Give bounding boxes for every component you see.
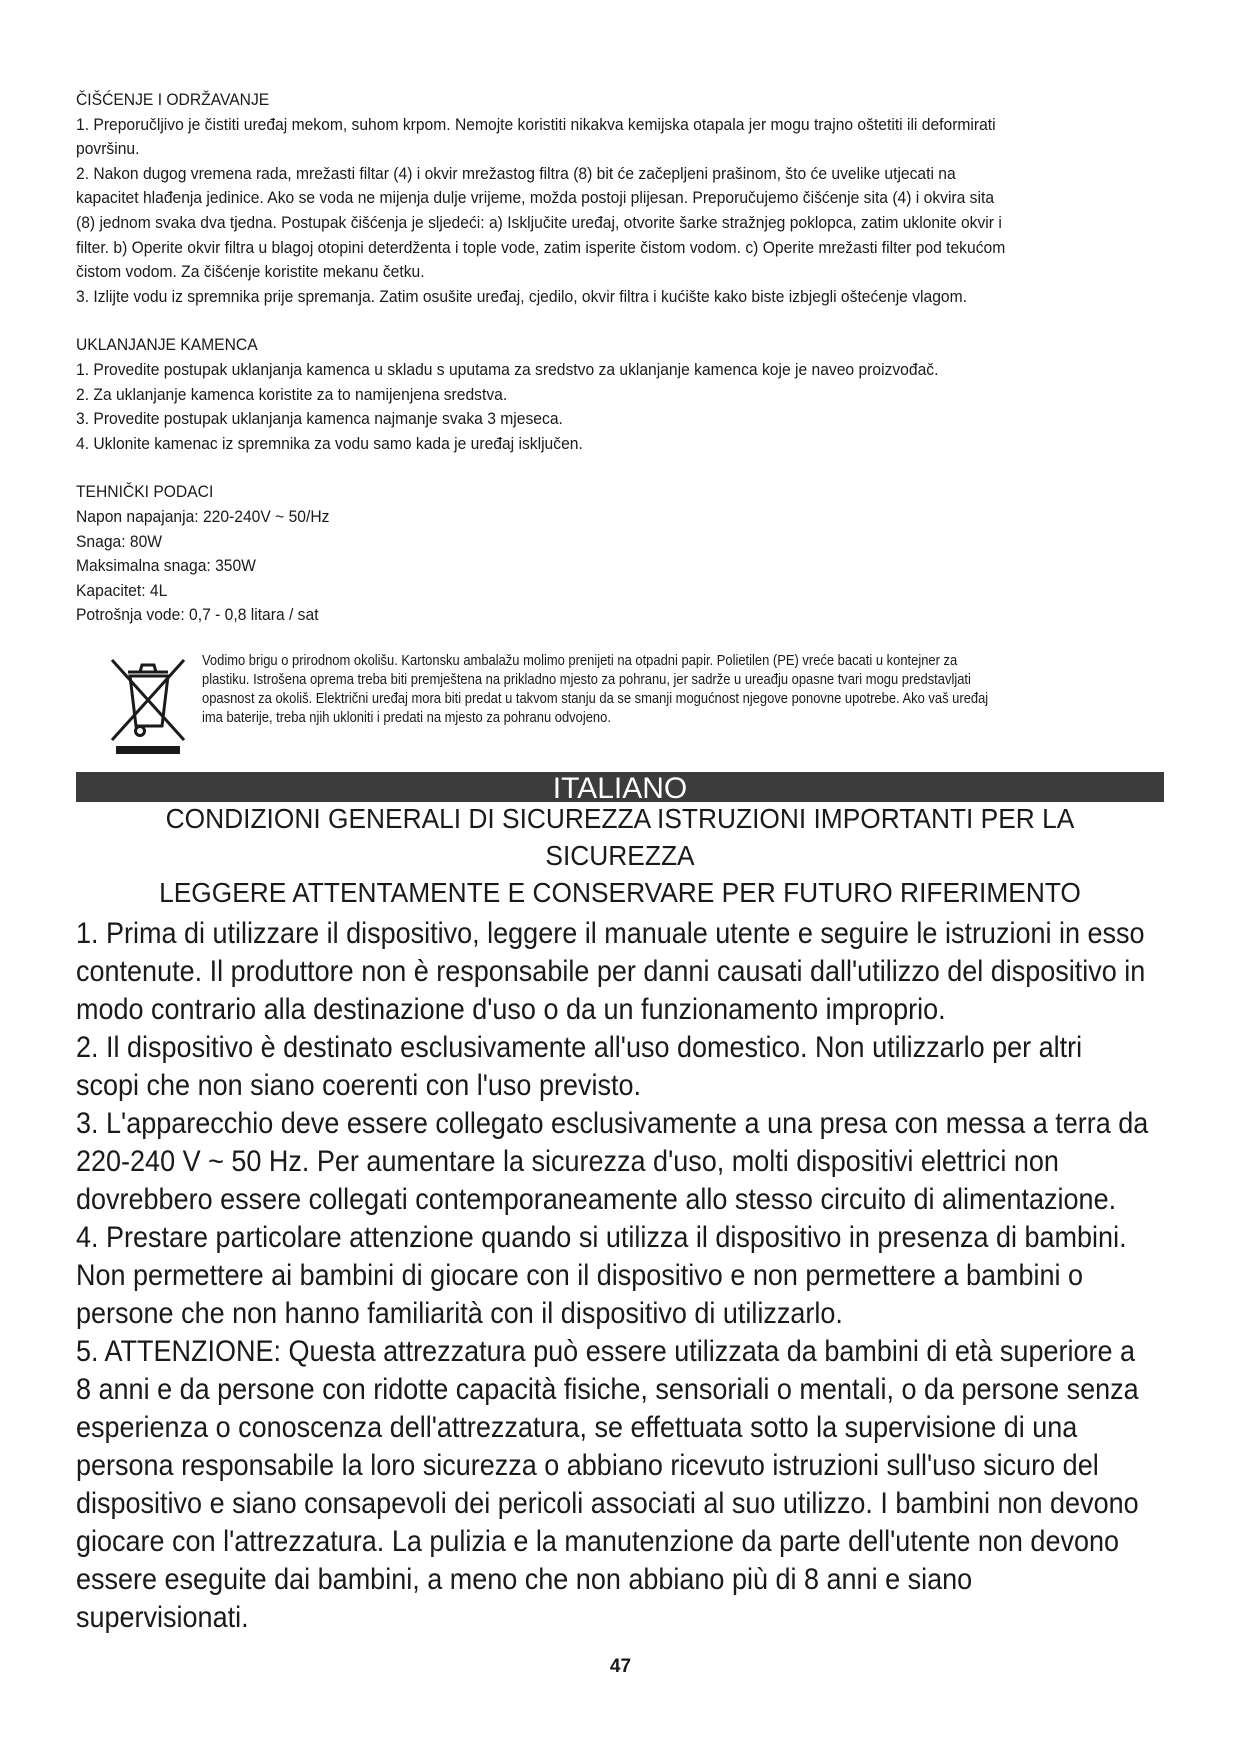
- cleaning-line: 2. Nakon dugog vremena rada, mrežasti filtar (4) i okvir mrežastog filtra (8) bit će začepljeni prašinom, što će uvelike utjecati na: [76, 163, 956, 183]
- heading-line: SICUREZZA: [545, 840, 695, 871]
- weee-line: ima baterije, treba njih ukloniti i predati na mjesto za pohranu odvojeno.: [202, 710, 611, 726]
- body-line: persone che non hanno familiarità con il dispositivo di utilizzarlo.: [76, 1297, 843, 1330]
- page-number: 47: [609, 1656, 632, 1677]
- weee-line: Vodimo brigu o prirodnom okolišu. Kartonsku ambalažu molimo prenijeti na otpadni papir. Polietilen (PE) vreće bacati u kontejner za: [202, 653, 958, 669]
- body-line: 220-240 V ~ 50 Hz. Per aumentare la sicurezza d'uso, molti dispositivi elettrici non: [76, 1145, 1059, 1178]
- body-line: dispositivo e siano consapevoli dei pericoli associati al suo utilizzo. I bambini non devono: [76, 1487, 1139, 1520]
- safety-body: [76, 915, 1165, 1637]
- cleaning-line: (8) jednom svaka dva tjedna. Postupak čišćenja je sljedeći: a) Isključite uređaj, otvorite šarke stražnjeg poklopca, zatim uklonite okvir i: [76, 212, 1002, 232]
- body-line: 3. L'apparecchio deve essere collegato esclusivamente a una presa con messa a terra da: [76, 1107, 1149, 1140]
- body-line: 8 anni e da persone con ridotte capacità fisiche, sensoriali o mentali, o da persone senza: [76, 1373, 1139, 1406]
- specs-line: Napon napajanja: 220-240V ~ 50/Hz: [76, 506, 330, 526]
- weee-line: plastiku. Istrošena oprema treba biti premještena na prikladno mjesto za pohranu, jer sadrže u ureađju opasne tvari mogu predstavljati: [202, 672, 971, 688]
- heading-line: LEGGERE ATTENTAMENTE E CONSERVARE PER FUTURO RIFERIMENTO: [159, 877, 1081, 908]
- body-line: 1. Prima di utilizzare il dispositivo, leggere il manuale utente e seguire le istruzioni in esso: [76, 917, 1145, 950]
- language-banner: [76, 772, 1164, 805]
- italian-section: [76, 800, 1164, 1637]
- heading-line: CONDIZIONI GENERALI DI SICUREZZA ISTRUZIONI IMPORTANTI PER LA: [165, 803, 1075, 834]
- cleaning-line: kapacitet hlađenja jedinice. Ako se voda ne mijenja dulje vrijeme, možda postoji plijesan. Preporučujemo čišćenje sita (4) i okvira sita: [76, 188, 995, 208]
- weee-text: [202, 652, 1138, 728]
- cleaning-title: ČIŠĆENJE I ODRŽAVANJE: [76, 90, 270, 109]
- descaling-line: 2. Za uklanjanje kamenca koristite za to namijenjena sredstva.: [76, 384, 508, 404]
- descaling-line: 3. Provedite postupak uklanjanja kamenca najmanje svaka 3 mjeseca.: [76, 409, 563, 429]
- body-line: supervisionati.: [76, 1601, 249, 1634]
- cleaning-line: čistom vodom. Za čišćenje koristite mekanu četku.: [76, 262, 425, 282]
- descaling-line: 1. Provedite postupak uklanjanja kamenca u skladu s uputama za sredstvo za uklanjanje kamenca koje je naveo proizvođač.: [76, 359, 939, 379]
- safety-heading: [109, 800, 1132, 911]
- specs-line: Potrošnja vode: 0,7 - 0,8 litara / sat: [76, 605, 319, 625]
- specs-title: TEHNIČKI PODACI: [76, 482, 214, 502]
- croatian-section: [76, 88, 1164, 628]
- body-line: modo contrario alla destinazione d'uso o da un funzionamento improprio.: [76, 993, 946, 1026]
- body-line: essere eseguite dai bambini, a meno che non abbiano più di 8 anni e siano: [76, 1563, 973, 1596]
- body-line: contenute. Il produttore non è responsabile per danni causati dall'utilizzo del dispositivo in: [76, 955, 1146, 988]
- body-line: persona responsabile la loro sicurezza o abbiano ricevuto istruzioni sull'uso sicuro del: [76, 1449, 1099, 1482]
- specs-line: Snaga: 80W: [76, 531, 163, 551]
- body-line: 5. ATTENZIONE: Questa attrezzatura può essere utilizzata da bambini di età superiore a: [76, 1335, 1136, 1368]
- crossed-out-wheelie-bin-icon: [106, 654, 190, 756]
- body-line: scopi che non siano coerenti con l'uso previsto.: [76, 1069, 641, 1102]
- cleaning-line: filter. b) Operite okvir filtra u blagoj otopini deterdženta i tople vode, zatim isperite čistom vodom. c) Operite mrežasti filter pod tekućom: [76, 237, 1006, 257]
- body-line: esperienza o conoscenza dell'attrezzatura, se effettuata sotto la supervisione di una: [76, 1411, 1078, 1444]
- body-line: 4. Prestare particolare attenzione quando si utilizza il dispositivo in presenza di bambini.: [76, 1221, 1127, 1254]
- body-line: 2. Il dispositivo è destinato esclusivamente all'uso domestico. Non utilizzarlo per altri: [76, 1031, 1083, 1064]
- specs-line: Maksimalna snaga: 350W: [76, 556, 256, 576]
- cleaning-section: [76, 88, 1162, 628]
- cleaning-line: 1. Preporučljivo je čistiti uređaj mekom, suhom krpom. Nemojte koristiti nikakva kemijska otapala jer mogu trajno oštetiti ili deformirati: [76, 114, 996, 134]
- descaling-line: 4. Uklonite kamenac iz spremnika za vodu samo kada je uređaj isključen.: [76, 433, 583, 453]
- descaling-title: UKLANJANJE KAMENCA: [76, 335, 258, 355]
- body-line: giocare con l'attrezzatura. La pulizia e la manutenzione da parte dell'utente non devono: [76, 1525, 1120, 1558]
- banner-title: ITALIANO: [552, 772, 688, 805]
- weee-line: opasnost za okoliš. Električni uređaj mora biti predat u takvom stanju da se smanji mogućnost njegove ponovne upotrebe. Ako vaš uređaj: [202, 691, 989, 707]
- cleaning-line: 3. Izlijte vodu iz spremnika prije spremanja. Zatim osušite uređaj, cjedilo, okvir filtra i kućište kako biste izbjegli oštećenje vlagom.: [76, 286, 967, 306]
- body-line: Non permettere ai bambini di giocare con il dispositivo e non permettere a bambini o: [76, 1259, 1084, 1292]
- weee-notice: [76, 652, 1164, 762]
- cleaning-line: površinu.: [76, 139, 140, 159]
- specs-line: Kapacitet: 4L: [76, 580, 168, 600]
- body-line: dovrebbero essere collegati contemporaneamente allo stesso circuito di alimentazione.: [76, 1183, 1117, 1216]
